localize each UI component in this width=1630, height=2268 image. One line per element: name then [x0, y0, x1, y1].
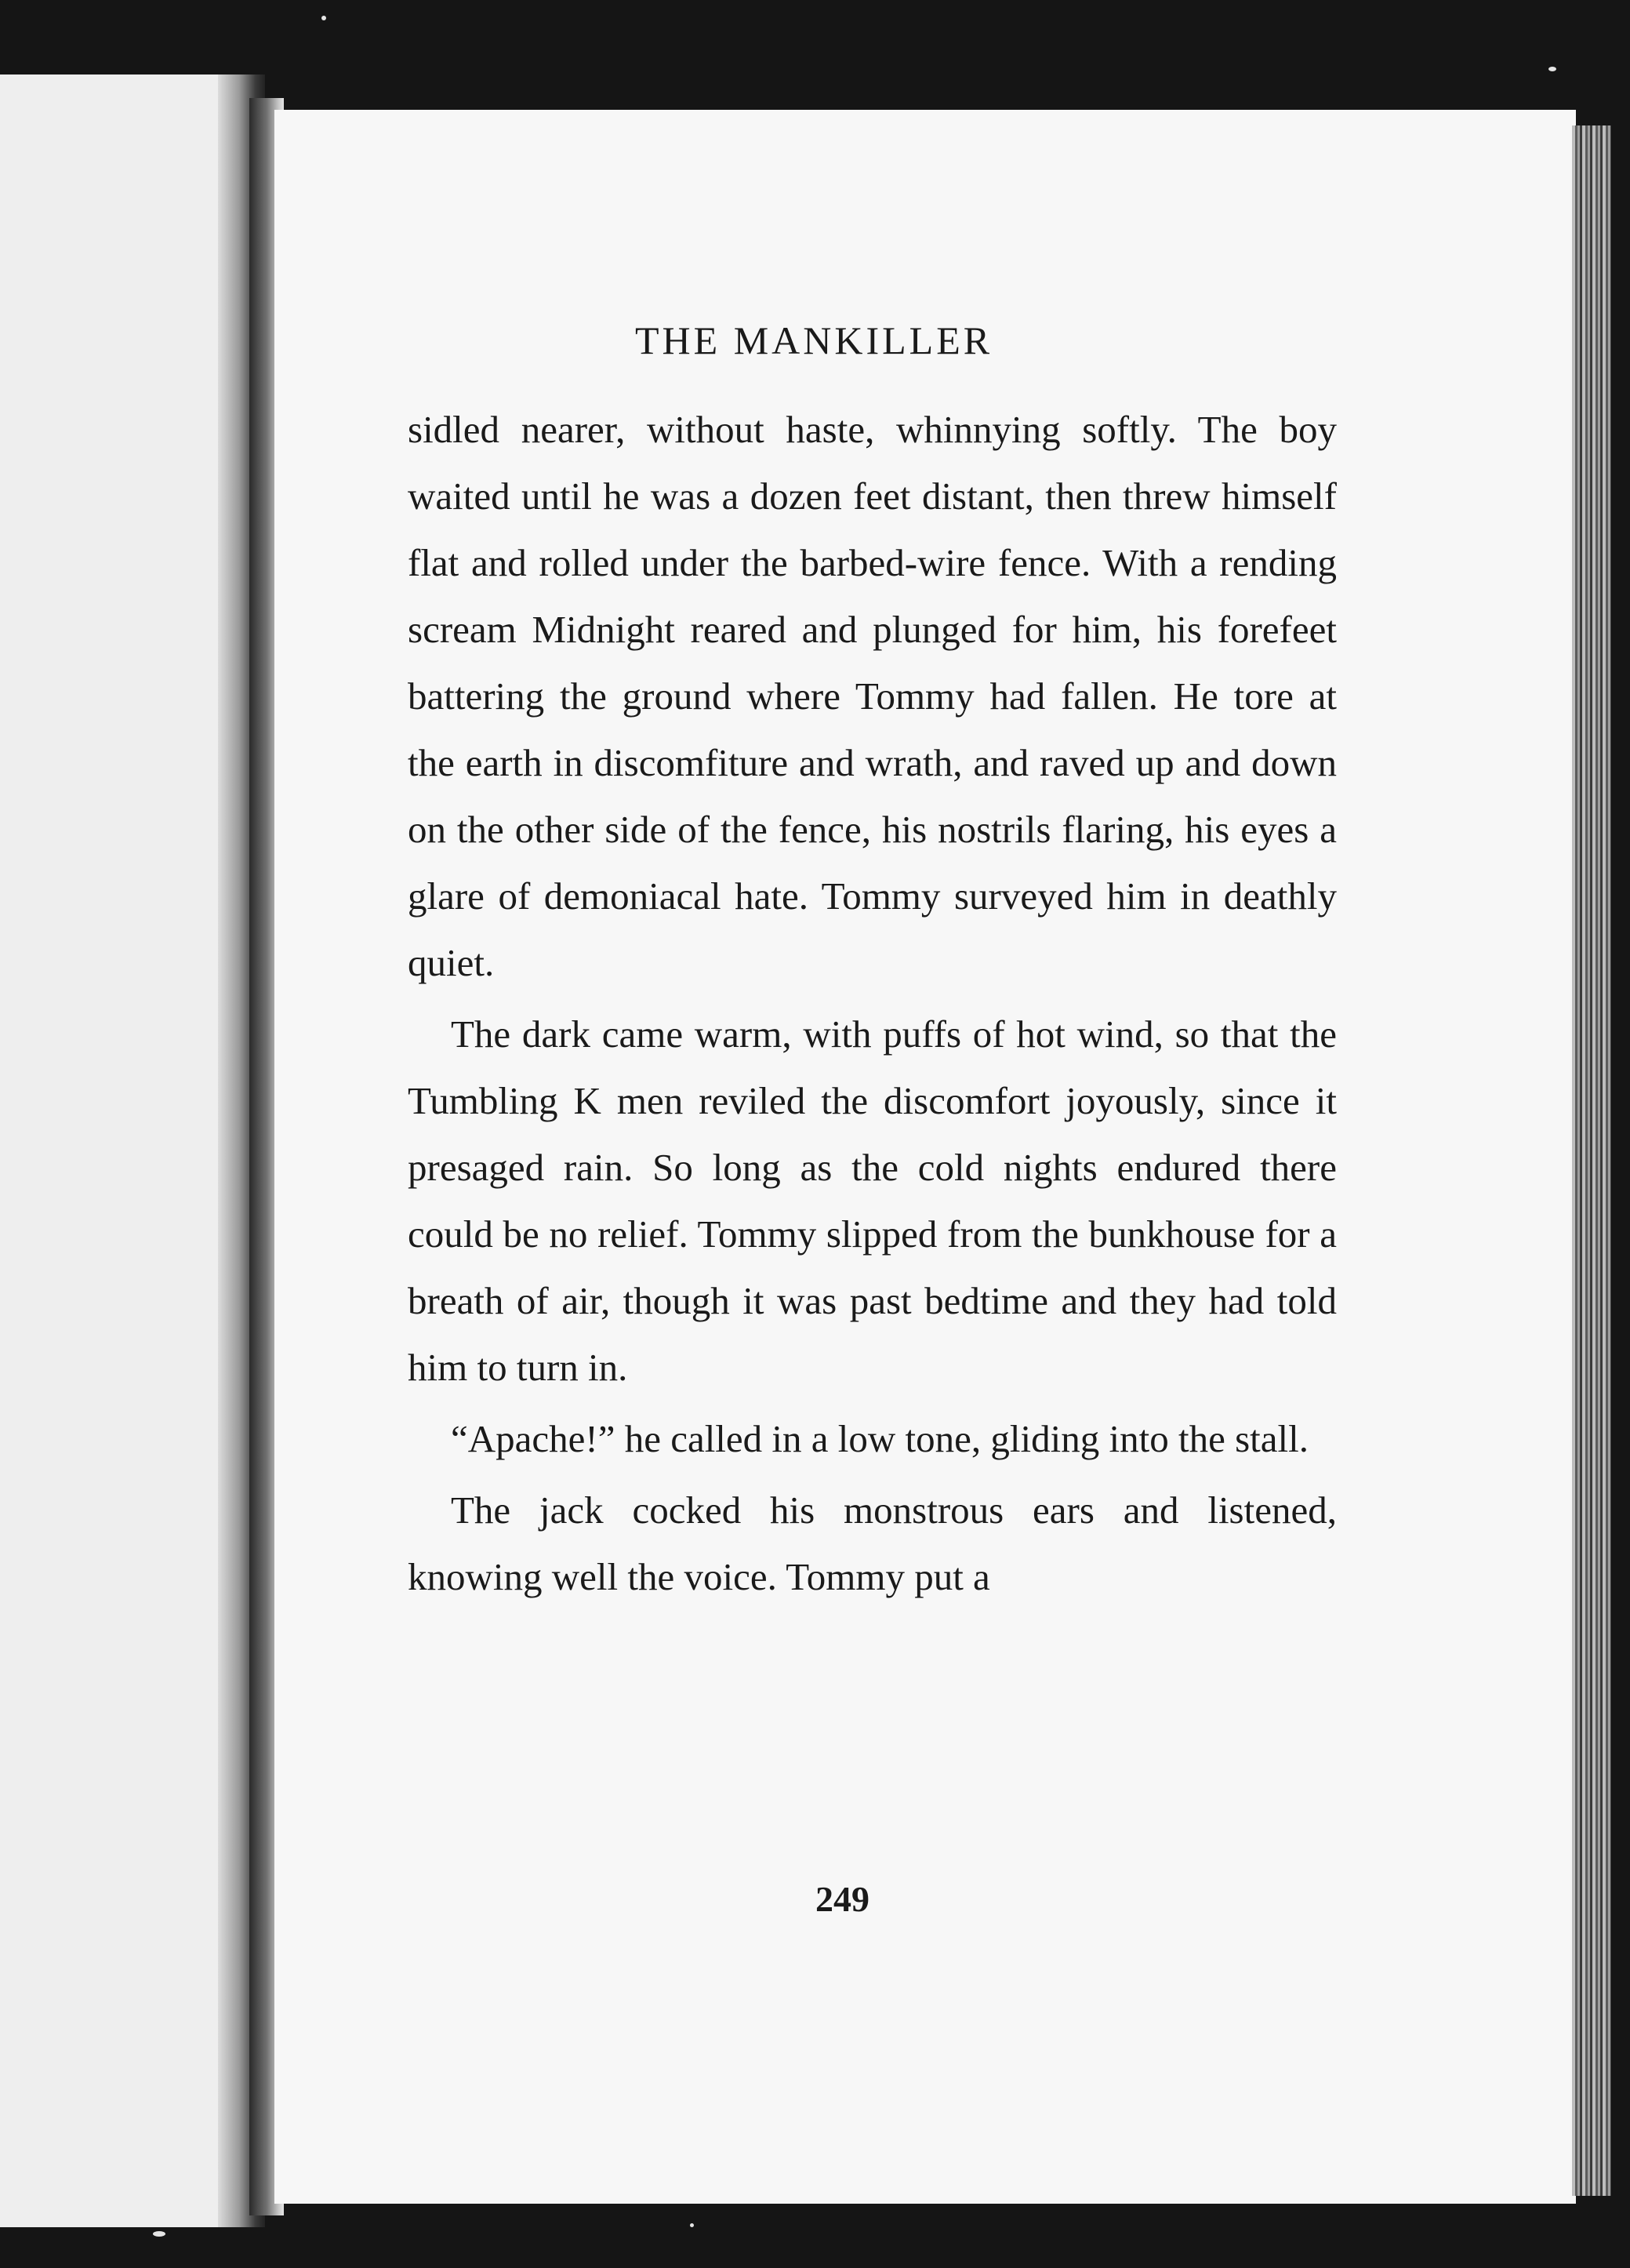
- paragraph: The jack cocked his monstrous ears and listened, knowing well the voice. Tommy put a: [408, 1488, 1337, 1598]
- paragraph: sidled nearer, without haste, whinnying softly. The boy waited until he was a dozen feet distant, then threw himself flat and rolled under the barbed-wire fence. With a rending scream Midnight reared and plunged for him, his forefeet battering the ground where Tommy had fallen. He tore at the earth in discomfiture and wrath, and raved up and down on the other side of the fence, his nostrils flaring, his eyes a glare of demoniacal hate. Tommy surveyed him in deathly quiet.: [408, 408, 1337, 984]
- page-number: 249: [815, 1879, 869, 1919]
- running-head: THE MANKILLER: [635, 318, 993, 362]
- dust-speck: [321, 16, 326, 20]
- dust-speck: [153, 2231, 165, 2237]
- page-body: [408, 396, 1337, 1610]
- page-edges: [1572, 125, 1611, 2196]
- left-page: [0, 75, 235, 2227]
- paragraph: The dark came warm, with puffs of hot wind, so that the Tumbling K men reviled the discomfort joyously, since it presaged rain. So long as the cold nights endured there could be no relief. Tommy slipped from the bunkhouse for a breath of air, though it was past bedtime and they had told him to turn in.: [408, 1012, 1337, 1389]
- paragraph: “Apache!” he called in a low tone, gliding into the stall.: [451, 1417, 1309, 1460]
- dust-speck: [690, 2223, 694, 2227]
- dust-speck: [1548, 67, 1556, 71]
